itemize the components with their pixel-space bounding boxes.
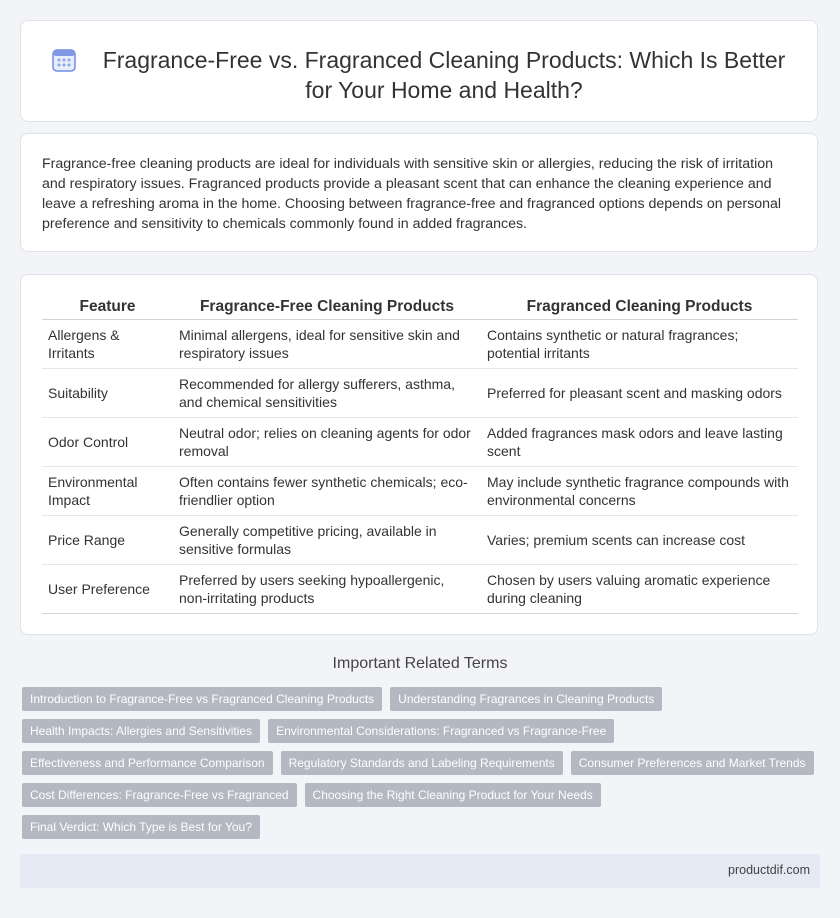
fragrance-free-cell: Neutral odor; relies on cleaning agents for odor removal [173, 418, 481, 467]
related-term-tag[interactable]: Consumer Preferences and Market Trends [571, 751, 814, 775]
fragrance-free-cell: Generally competitive pricing, available in sensitive formulas [173, 516, 481, 565]
related-terms-list [22, 687, 822, 839]
fragranced-cell: May include synthetic fragrance compounds with environmental concerns [481, 467, 798, 516]
table-row [42, 516, 798, 565]
page-title: Fragrance-Free vs. Fragranced Cleaning Products: Which Is Better for Your Home and Health? [102, 47, 786, 103]
header-feature: Feature [42, 295, 173, 320]
table-row [42, 565, 798, 614]
feature-cell: Environmental Impact [42, 467, 173, 516]
footer-site-link[interactable]: productdif.com [728, 863, 810, 877]
fragranced-cell: Added fragrances mask odors and leave lasting scent [481, 418, 798, 467]
fragranced-cell: Varies; premium scents can increase cost [481, 516, 798, 565]
feature-cell: Price Range [42, 516, 173, 565]
calendar-grid-icon [51, 47, 77, 73]
intro-paragraph: Fragrance-free cleaning products are ideal for individuals with sensitive skin or allergies, reducing the risk of irritation and respiratory issues. Fragranced products provide a pleasant scent that can enhance the cleaning experience and leave a refreshing aroma in the home. Choosing between fragrance-free and fragranced options depends on personal preference and sensitivity to chemicals commonly found in added fragrances. [42, 156, 782, 232]
fragrance-free-cell: Recommended for allergy sufferers, asthma, and chemical sensitivities [173, 369, 481, 418]
related-term-tag[interactable]: Health Impacts: Allergies and Sensitivities [22, 719, 260, 743]
related-term-tag[interactable]: Effectiveness and Performance Comparison [22, 751, 273, 775]
table-header-row [42, 295, 798, 320]
fragrance-free-cell: Often contains fewer synthetic chemicals; eco-friendlier option [173, 467, 481, 516]
fragranced-cell: Contains synthetic or natural fragrances; potential irritants [481, 320, 798, 369]
comparison-card [20, 274, 818, 635]
fragrance-free-cell: Preferred by users seeking hypoallergenic, non-irritating products [173, 565, 481, 614]
intro-card [20, 133, 818, 252]
table-row [42, 369, 798, 418]
fragranced-cell: Preferred for pleasant scent and masking odors [481, 369, 798, 418]
related-term-tag[interactable]: Introduction to Fragrance-Free vs Fragranced Cleaning Products [22, 687, 382, 711]
feature-cell: Odor Control [42, 418, 173, 467]
related-term-tag[interactable]: Choosing the Right Cleaning Product for Your Needs [305, 783, 601, 807]
related-term-tag[interactable]: Cost Differences: Fragrance-Free vs Fragranced [22, 783, 297, 807]
feature-cell: Allergens & Irritants [42, 320, 173, 369]
table-row [42, 467, 798, 516]
header-fragrance-free: Fragrance-Free Cleaning Products [173, 295, 481, 320]
related-term-tag[interactable]: Environmental Considerations: Fragranced vs Fragrance-Free [268, 719, 614, 743]
feature-cell: User Preference [42, 565, 173, 614]
related-terms-heading: Important Related Terms [332, 655, 508, 672]
fragranced-cell: Chosen by users valuing aromatic experience during cleaning [481, 565, 798, 614]
title-card [20, 20, 818, 122]
related-term-tag[interactable]: Understanding Fragrances in Cleaning Products [390, 687, 662, 711]
header-fragranced: Fragranced Cleaning Products [481, 295, 798, 320]
comparison-table [42, 295, 798, 614]
related-term-tag[interactable]: Final Verdict: Which Type is Best for You? [22, 815, 260, 839]
feature-cell: Suitability [42, 369, 173, 418]
footer [20, 854, 820, 888]
table-row [42, 320, 798, 369]
table-row [42, 418, 798, 467]
related-term-tag[interactable]: Regulatory Standards and Labeling Requirements [281, 751, 563, 775]
fragrance-free-cell: Minimal allergens, ideal for sensitive skin and respiratory issues [173, 320, 481, 369]
